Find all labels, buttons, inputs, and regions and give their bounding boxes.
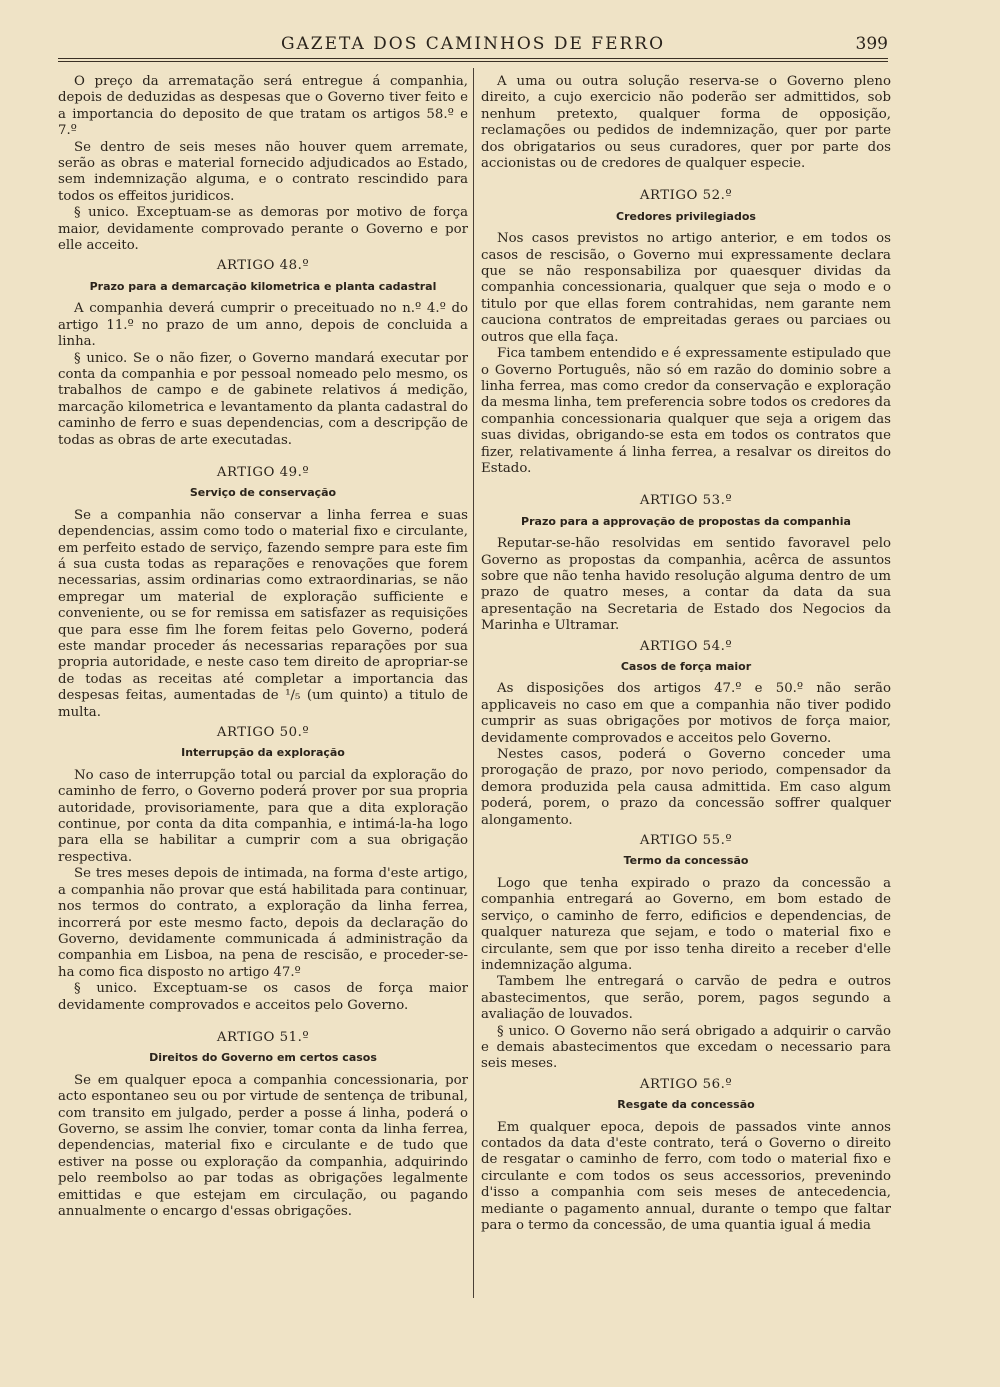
paragraph: Reputar-se-hão resolvidas em sentido favoravel pelo Governo as propostas da companhia, acêrca de assuntos sobre que não tenha havido resolução alguma dentro de um prazo de quatro meses, a contar da data da sua apresentação na Secretaria de Estado dos Negocios da Marinha e Ultramar. <box>481 536 891 634</box>
page-number: 399 <box>855 34 888 54</box>
paragraph: Nos casos previstos no artigo anterior, e em todos os casos de rescisão, o Governo mui expressamente declara que se não responsabiliza por quaesquer dividas da companhia concessionaria, qualquer que seja o modo e o titulo por que ellas forem contrahidas, nem garante nem cauciona contratos de empreitadas geraes ou parciaes ou outros que ella faça. <box>481 231 891 345</box>
paragraph: § unico. Exceptuam-se os casos de força maior devidamente comprovados e acceitos pelo Governo. <box>58 981 468 1013</box>
paragraph: No caso de interrupção total ou parcial da exploração do caminho de ferro, o Governo poderá prover por sua propria autoridade, provisoriamente, para que a dita exploração continue, por conta da dita companhia, e intimá-la-ha logo para ella se habilitar a cumprir com a sua obrigação respectiva. <box>58 767 468 865</box>
right-column <box>481 74 891 1234</box>
article-heading: ARTIGO 53.º <box>639 493 733 509</box>
article-heading: ARTIGO 48.º <box>216 258 310 274</box>
paragraph: A companhia deverá cumprir o preceituado no n.º 4.º do artigo 11.º no prazo de um anno, depois de concluida a linha. <box>58 301 468 350</box>
paragraph: Se em qualquer epoca a companhia concessionaria, por acto espontaneo seu ou por virtude de sentença de tribunal, com transito em julgado, perder a posse á linha, poderá o Governo, se assim lhe convier, tomar conta da linha ferrea, dependencias, material fixo e circulante e de tudo que estiver na posse ou exploração da companhia, adquirindo pelo reembolso ao par todas as obrigações legalmente emittidas e que estejam em circulação, ou pagando annualmente o encargo d'essas obrigações. <box>58 1072 468 1219</box>
article-subheading: Prazo para a demarcação kilometrica e planta cadastral <box>89 279 437 293</box>
article-subheading: Prazo para a approvação de propostas da companhia <box>521 514 851 528</box>
article-heading: ARTIGO 49.º <box>216 464 310 480</box>
article-subheading: Casos de força maior <box>620 660 752 673</box>
paragraph: A uma ou outra solução reserva-se o Governo pleno direito, a cujo exercicio não poderão ser admittidos, sob nenhum pretexto, qualquer forma de opposição, reclamações ou pedidos de indemnização, quer por parte dos obrigatarios ou seus curadores, quer por parte dos accionistas ou de credores de qualquer especie. <box>481 74 891 172</box>
article-heading: ARTIGO 56.º <box>639 1076 733 1092</box>
article-subheading: Interrupção da exploração <box>181 746 345 760</box>
header-rule-thin <box>58 61 888 62</box>
left-column <box>58 74 468 1220</box>
page-header <box>58 32 888 56</box>
article-heading: ARTIGO 50.º <box>216 725 310 741</box>
article-heading: ARTIGO 55.º <box>639 833 733 849</box>
paragraph: § unico. O Governo não será obrigado a adquirir o carvão e demais abastecimentos que excedam o necessario para seis meses. <box>481 1023 891 1072</box>
paragraph: Nestes casos, poderá o Governo conceder uma prorogação de prazo, por novo periodo, compensador da demora produzida pela causa admittida. Em caso algum poderá, porem, o prazo da concessão soffrer qualquer alongamento. <box>481 747 891 828</box>
paragraph: As disposições dos artigos 47.º e 50.º não serão applicaveis no caso em que a companhia não tiver podido cumprir as suas obrigações por motivos de força maior, devidamente comprovados e acceitos pelo Governo. <box>481 681 891 746</box>
journal-title: GAZETA DOS CAMINHOS DE FERRO <box>280 34 666 54</box>
article-subheading: Direitos do Governo em certos casos <box>149 1051 377 1065</box>
article-subheading: Credores privilegiados <box>616 209 756 223</box>
paragraph: Logo que tenha expirado o prazo da concessão a companhia entregará ao Governo, em bom estado de serviço, o caminho de ferro, edificios e dependencias, de qualquer natureza que sejam, e todo o material fixo e circulante, sem que por isso tenha direito a receber d'elle indemnização alguma. <box>481 875 891 973</box>
paragraph: Tambem lhe entregará o carvão de pedra e outros abastecimentos, que serão, porem, pagos segundo a avaliação de louvados. <box>481 974 891 1023</box>
paragraph: § unico. Exceptuam-se as demoras por motivo de força maior, devidamente comprovado perante o Governo e por elle acceito. <box>58 205 468 254</box>
article-subheading: Resgate da concessão <box>617 1098 755 1112</box>
article-subheading: Termo da concessão <box>623 854 749 868</box>
paragraph: Se a companhia não conservar a linha ferrea e suas dependencias, assim como todo o material fixo e circulante, em perfeito estado de serviço, fazendo sempre para este fim á sua custa todas as reparações e renovações que forem necessarias, assim ordinarias como extraordinarias, se não empregar um material de exploração sufficiente e conveniente, ou se for remissa em satisfazer as requisições que para esse fim lhe forem feitas pelo Governo, poderá este mandar proceder ás necessarias reparações por sua propria autoridade, e neste caso tem direito de apropriar-se de todas as receitas até completar a importancia das despesas feitas, aumentadas de ¹/₅ (um quinto) a titulo de multa. <box>58 507 468 720</box>
paragraph: Se tres meses depois de intimada, na forma d'este artigo, a companhia não provar que está habilitada para continuar, nos termos do contrato, a exploração da linha ferrea, incorrerá por este mesmo facto, depois da declaração do Governo, devidamente communicada á administração da companhia em Lisboa, na pena de rescisão, e proceder-se-ha como fica disposto no artigo 47.º <box>58 866 468 980</box>
paragraph: Em qualquer epoca, depois de passados vinte annos contados da data d'este contrato, terá o Governo o direito de resgatar o caminho de ferro, com todo o material fixo e circulante e com todos os seus accessorios, prevenindo d'isso a companhia com seis meses de antecedencia, mediante o pagamento annual, durante o tempo que faltar para o termo da concessão, de uma quantia igual á media <box>481 1119 891 1233</box>
article-heading: ARTIGO 54.º <box>639 638 733 654</box>
article-heading: ARTIGO 52.º <box>639 188 733 204</box>
paragraph: Se dentro de seis meses não houver quem arremate, serão as obras e material fornecido adjudicados ao Estado, sem indemnização alguma, e o contrato rescindido para todos os effeitos juridicos. <box>58 139 468 204</box>
article-heading: ARTIGO 51.º <box>216 1029 310 1045</box>
header-rule <box>58 58 888 59</box>
paragraph: Fica tambem entendido e é expressamente estipulado que o Governo Português, não só em razão do dominio sobre a linha ferrea, mas como credor da conservação e exploração da mesma linha, tem preferencia sobre todos os credores da companhia concessionaria qualquer que seja a origem das suas dividas, obrigando-se esta em todos os contratos que fizer, relativamente á linha ferrea, a resalvar os direitos do Estado. <box>481 346 891 476</box>
paragraph: O preço da arrematação será entregue á companhia, depois de deduzidas as despesas que o Governo tiver feito e a importancia do deposito de que tratam os artigos 58.º e 7.º <box>58 74 468 139</box>
column-divider <box>473 68 474 1298</box>
article-subheading: Serviço de conservação <box>189 486 337 500</box>
paragraph: § unico. Se o não fizer, o Governo mandará executar por conta da companhia e por pessoal nomeado pelo mesmo, os trabalhos de campo e de gabinete relativos á medição, marcação kilometrica e levantamento da planta cadastral do caminho de ferro e suas dependencias, com a descripção de todas as obras de arte executadas. <box>58 350 468 448</box>
